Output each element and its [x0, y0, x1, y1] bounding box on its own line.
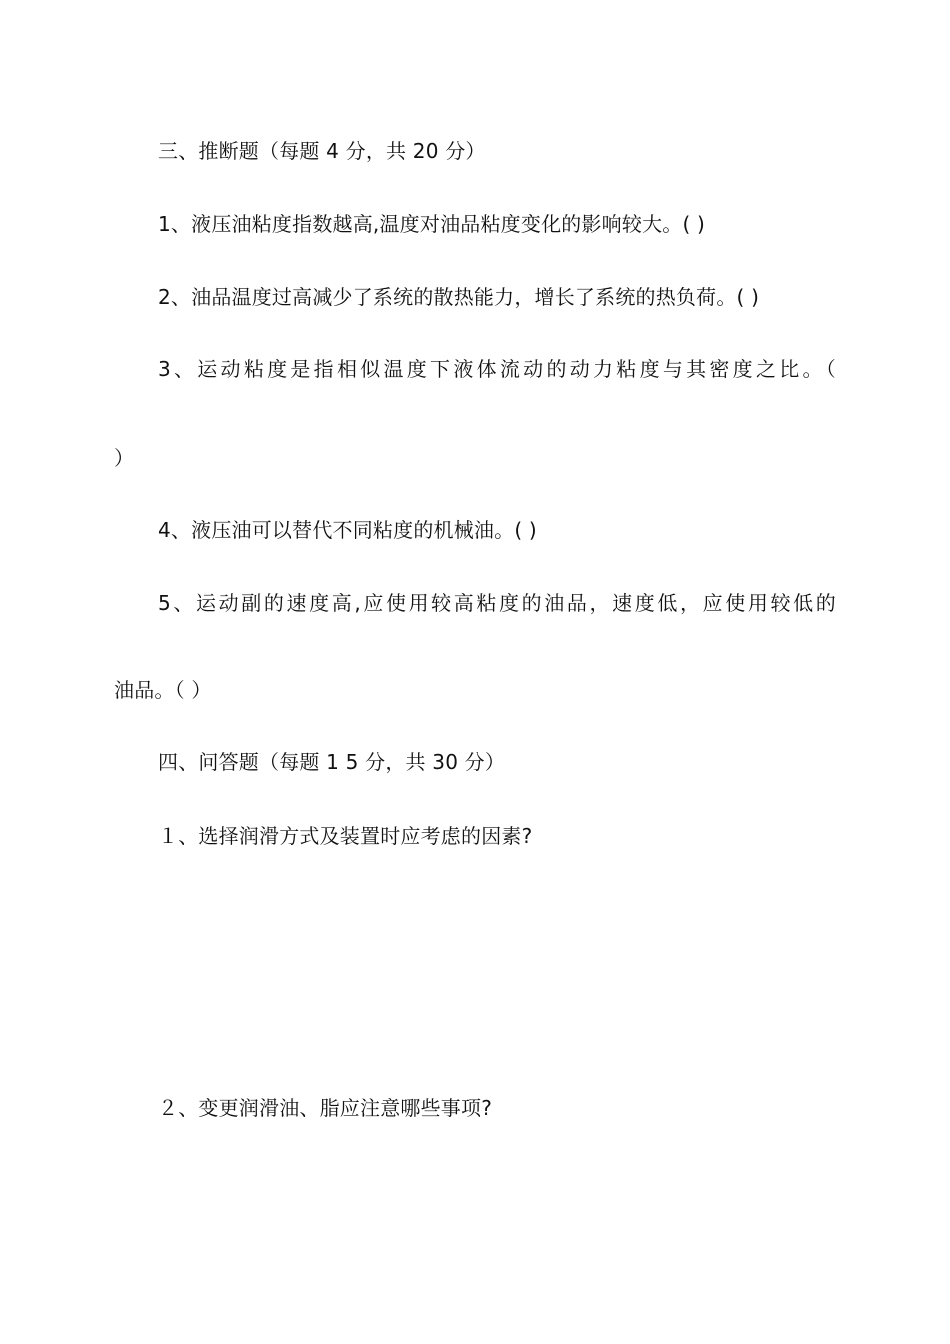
- section3-question-3-line2: ）: [114, 446, 135, 470]
- section3-question-5-line2: 油品。（ ）: [114, 678, 212, 702]
- section4-question-2: ２、变更润滑油、脂应注意哪些事项?: [158, 1096, 493, 1120]
- section4-heading: 四、问答题（每题 1 5 分，共 30 分）: [158, 750, 506, 774]
- section3-question-2: 2、油品温度过高减少了系统的散热能力，增长了系统的热负荷。( ): [158, 285, 760, 309]
- section4-question-1: １、选择润滑方式及装置时应考虑的因素?: [158, 824, 533, 848]
- section3-heading: 三、推断题（每题 4 分，共 20 分）: [158, 139, 486, 163]
- section3-question-1: 1、液压油粘度指数越高,温度对油品粘度变化的影响较大。( ): [158, 212, 706, 236]
- section3-question-3-line1: 3、运动粘度是指相似温度下液体流动的动力粘度与其密度之比。（: [158, 357, 836, 381]
- section3-question-4: 4、液压油可以替代不同粘度的机械油。( ): [158, 518, 537, 542]
- section3-question-5-line1: 5、运动副的速度高,应使用较高粘度的油品，速度低，应使用较低的: [158, 591, 836, 615]
